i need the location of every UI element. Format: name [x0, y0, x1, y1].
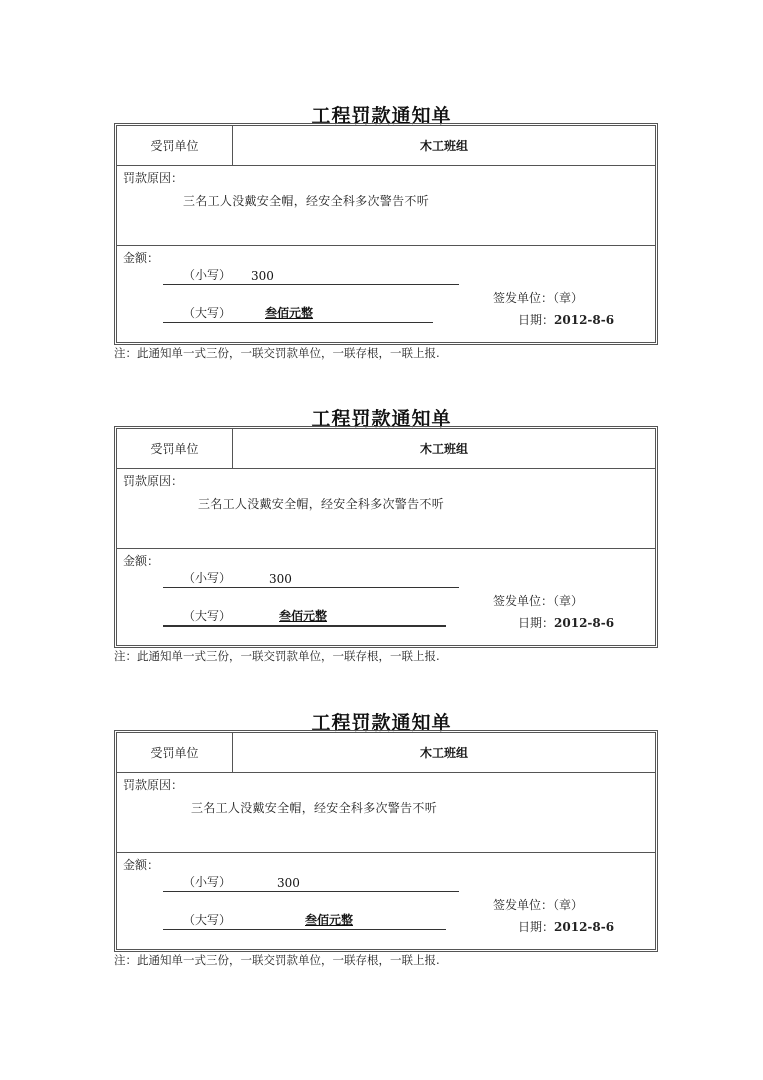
amount-lower-line [163, 266, 459, 285]
form-title: 工程罚款通知单 [311, 408, 452, 430]
form-table [114, 426, 658, 648]
form-table [114, 730, 658, 952]
amount-upper-line [163, 607, 446, 627]
date-label: 日期： [518, 616, 555, 630]
amount-upper-value: 叁佰元整 [265, 306, 314, 320]
reason-text: 三名工人没戴安全帽，经安全科多次警告不听 [183, 194, 430, 208]
penalized-unit-row [117, 429, 655, 469]
reason-row [117, 773, 655, 853]
form-table [114, 123, 658, 345]
penalized-unit-value: 木工班组 [419, 746, 468, 760]
amount-upper-value: 叁佰元整 [279, 609, 328, 623]
amount-upper-tag: （大写） [183, 913, 232, 927]
footnote: 注：此通知单一式三份，一联交罚款单位，一联存根，一联上报. [114, 953, 440, 967]
reason-text: 三名工人没戴安全帽，经安全科多次警告不听 [198, 497, 445, 511]
issuer-label: 签发单位：（章） [493, 594, 584, 608]
reason-label: 罚款原因： [123, 474, 184, 488]
penalized-unit-label: 受罚单位 [117, 429, 233, 468]
date-field [518, 918, 614, 935]
amount-upper-tag: （大写） [183, 609, 232, 623]
penalized-unit-row [117, 126, 655, 166]
fine-notice-form-3 [0, 708, 763, 998]
amount-lower-value: 300 [277, 876, 300, 890]
amount-upper-line [163, 304, 433, 323]
amount-lower-value: 300 [269, 572, 292, 586]
reason-label: 罚款原因： [123, 778, 184, 792]
penalized-unit-row [117, 733, 655, 773]
penalized-unit-label: 受罚单位 [117, 733, 233, 772]
amount-label: 金额： [123, 554, 160, 568]
date-field [518, 614, 614, 631]
form-title: 工程罚款通知单 [311, 105, 452, 127]
penalized-unit-label: 受罚单位 [117, 126, 233, 165]
amount-lower-tag: （小写） [183, 268, 232, 282]
date-value: 2012-8-6 [554, 313, 615, 327]
date-label: 日期： [518, 920, 555, 934]
amount-row [117, 246, 655, 342]
reason-label: 罚款原因： [123, 171, 184, 185]
date-value: 2012-8-6 [554, 920, 615, 934]
fine-notice-form-2 [0, 404, 763, 694]
amount-label: 金额： [123, 251, 160, 265]
reason-text: 三名工人没戴安全帽，经安全科多次警告不听 [191, 801, 438, 815]
fine-notice-form-1 [0, 101, 763, 391]
penalized-unit-value: 木工班组 [419, 139, 468, 153]
amount-lower-tag: （小写） [183, 571, 232, 585]
date-label: 日期： [518, 313, 555, 327]
issuer-label: 签发单位：（章） [493, 291, 584, 305]
amount-lower-tag: （小写） [183, 875, 232, 889]
date-value: 2012-8-6 [554, 616, 615, 630]
amount-upper-value: 叁佰元整 [305, 913, 354, 927]
issuer-label: 签发单位：（章） [493, 898, 584, 912]
amount-upper-line [163, 911, 446, 930]
footnote: 注：此通知单一式三份，一联交罚款单位，一联存根，一联上报. [114, 346, 440, 360]
amount-row [117, 549, 655, 645]
penalized-unit-value: 木工班组 [419, 442, 468, 456]
footnote: 注：此通知单一式三份，一联交罚款单位，一联存根，一联上报. [114, 649, 440, 663]
amount-lower-line [163, 569, 459, 588]
amount-row [117, 853, 655, 949]
date-field [518, 311, 614, 328]
amount-lower-value: 300 [251, 269, 274, 283]
reason-row [117, 166, 655, 246]
amount-label: 金额： [123, 858, 160, 872]
amount-lower-line [163, 873, 459, 892]
amount-upper-tag: （大写） [183, 306, 232, 320]
form-title: 工程罚款通知单 [311, 712, 452, 734]
reason-row [117, 469, 655, 549]
